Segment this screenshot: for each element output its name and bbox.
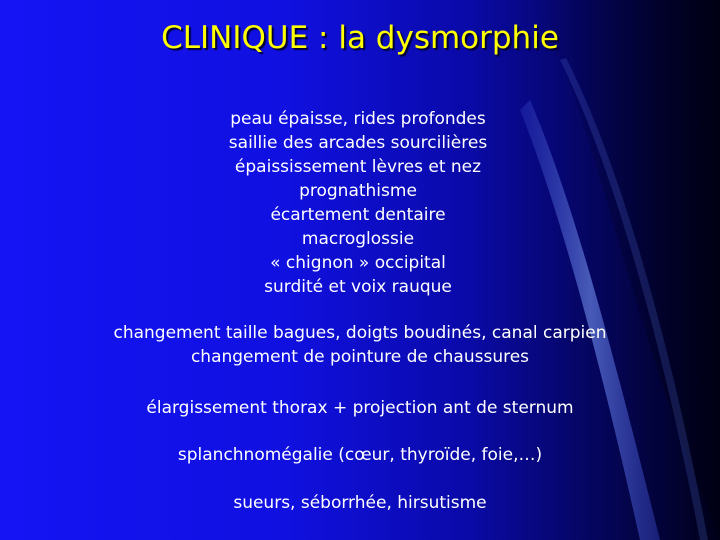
symptom-line: macroglossie	[301, 229, 415, 249]
symptom-line: épaississement lèvres et nez	[234, 157, 482, 177]
symptom-list-extremities	[0, 321, 720, 369]
symptom-line: écartement dentaire	[270, 205, 446, 225]
symptom-line: prognathisme	[299, 181, 417, 201]
symptom-line: « chignon » occipital	[270, 253, 446, 273]
symptom-line-thorax: élargissement thorax + projection ant de sternum	[146, 398, 574, 418]
symptom-line: changement de pointure de chaussures	[190, 347, 530, 367]
symptom-line-organs: splanchnomégalie (cœur, thyroïde, foie,…)	[177, 445, 543, 465]
symptom-list-face	[0, 107, 718, 299]
symptom-line: changement taille bagues, doigts boudinés, canal carpien	[113, 323, 607, 343]
symptom-line-skin: sueurs, séborrhée, hirsutisme	[233, 493, 487, 513]
symptom-line: peau épaisse, rides profondes	[230, 109, 486, 129]
slide-title: CLINIQUE : la dysmorphie	[161, 20, 559, 56]
symptom-line: saillie des arcades sourcilières	[228, 133, 488, 153]
symptom-line: surdité et voix rauque	[264, 277, 452, 297]
